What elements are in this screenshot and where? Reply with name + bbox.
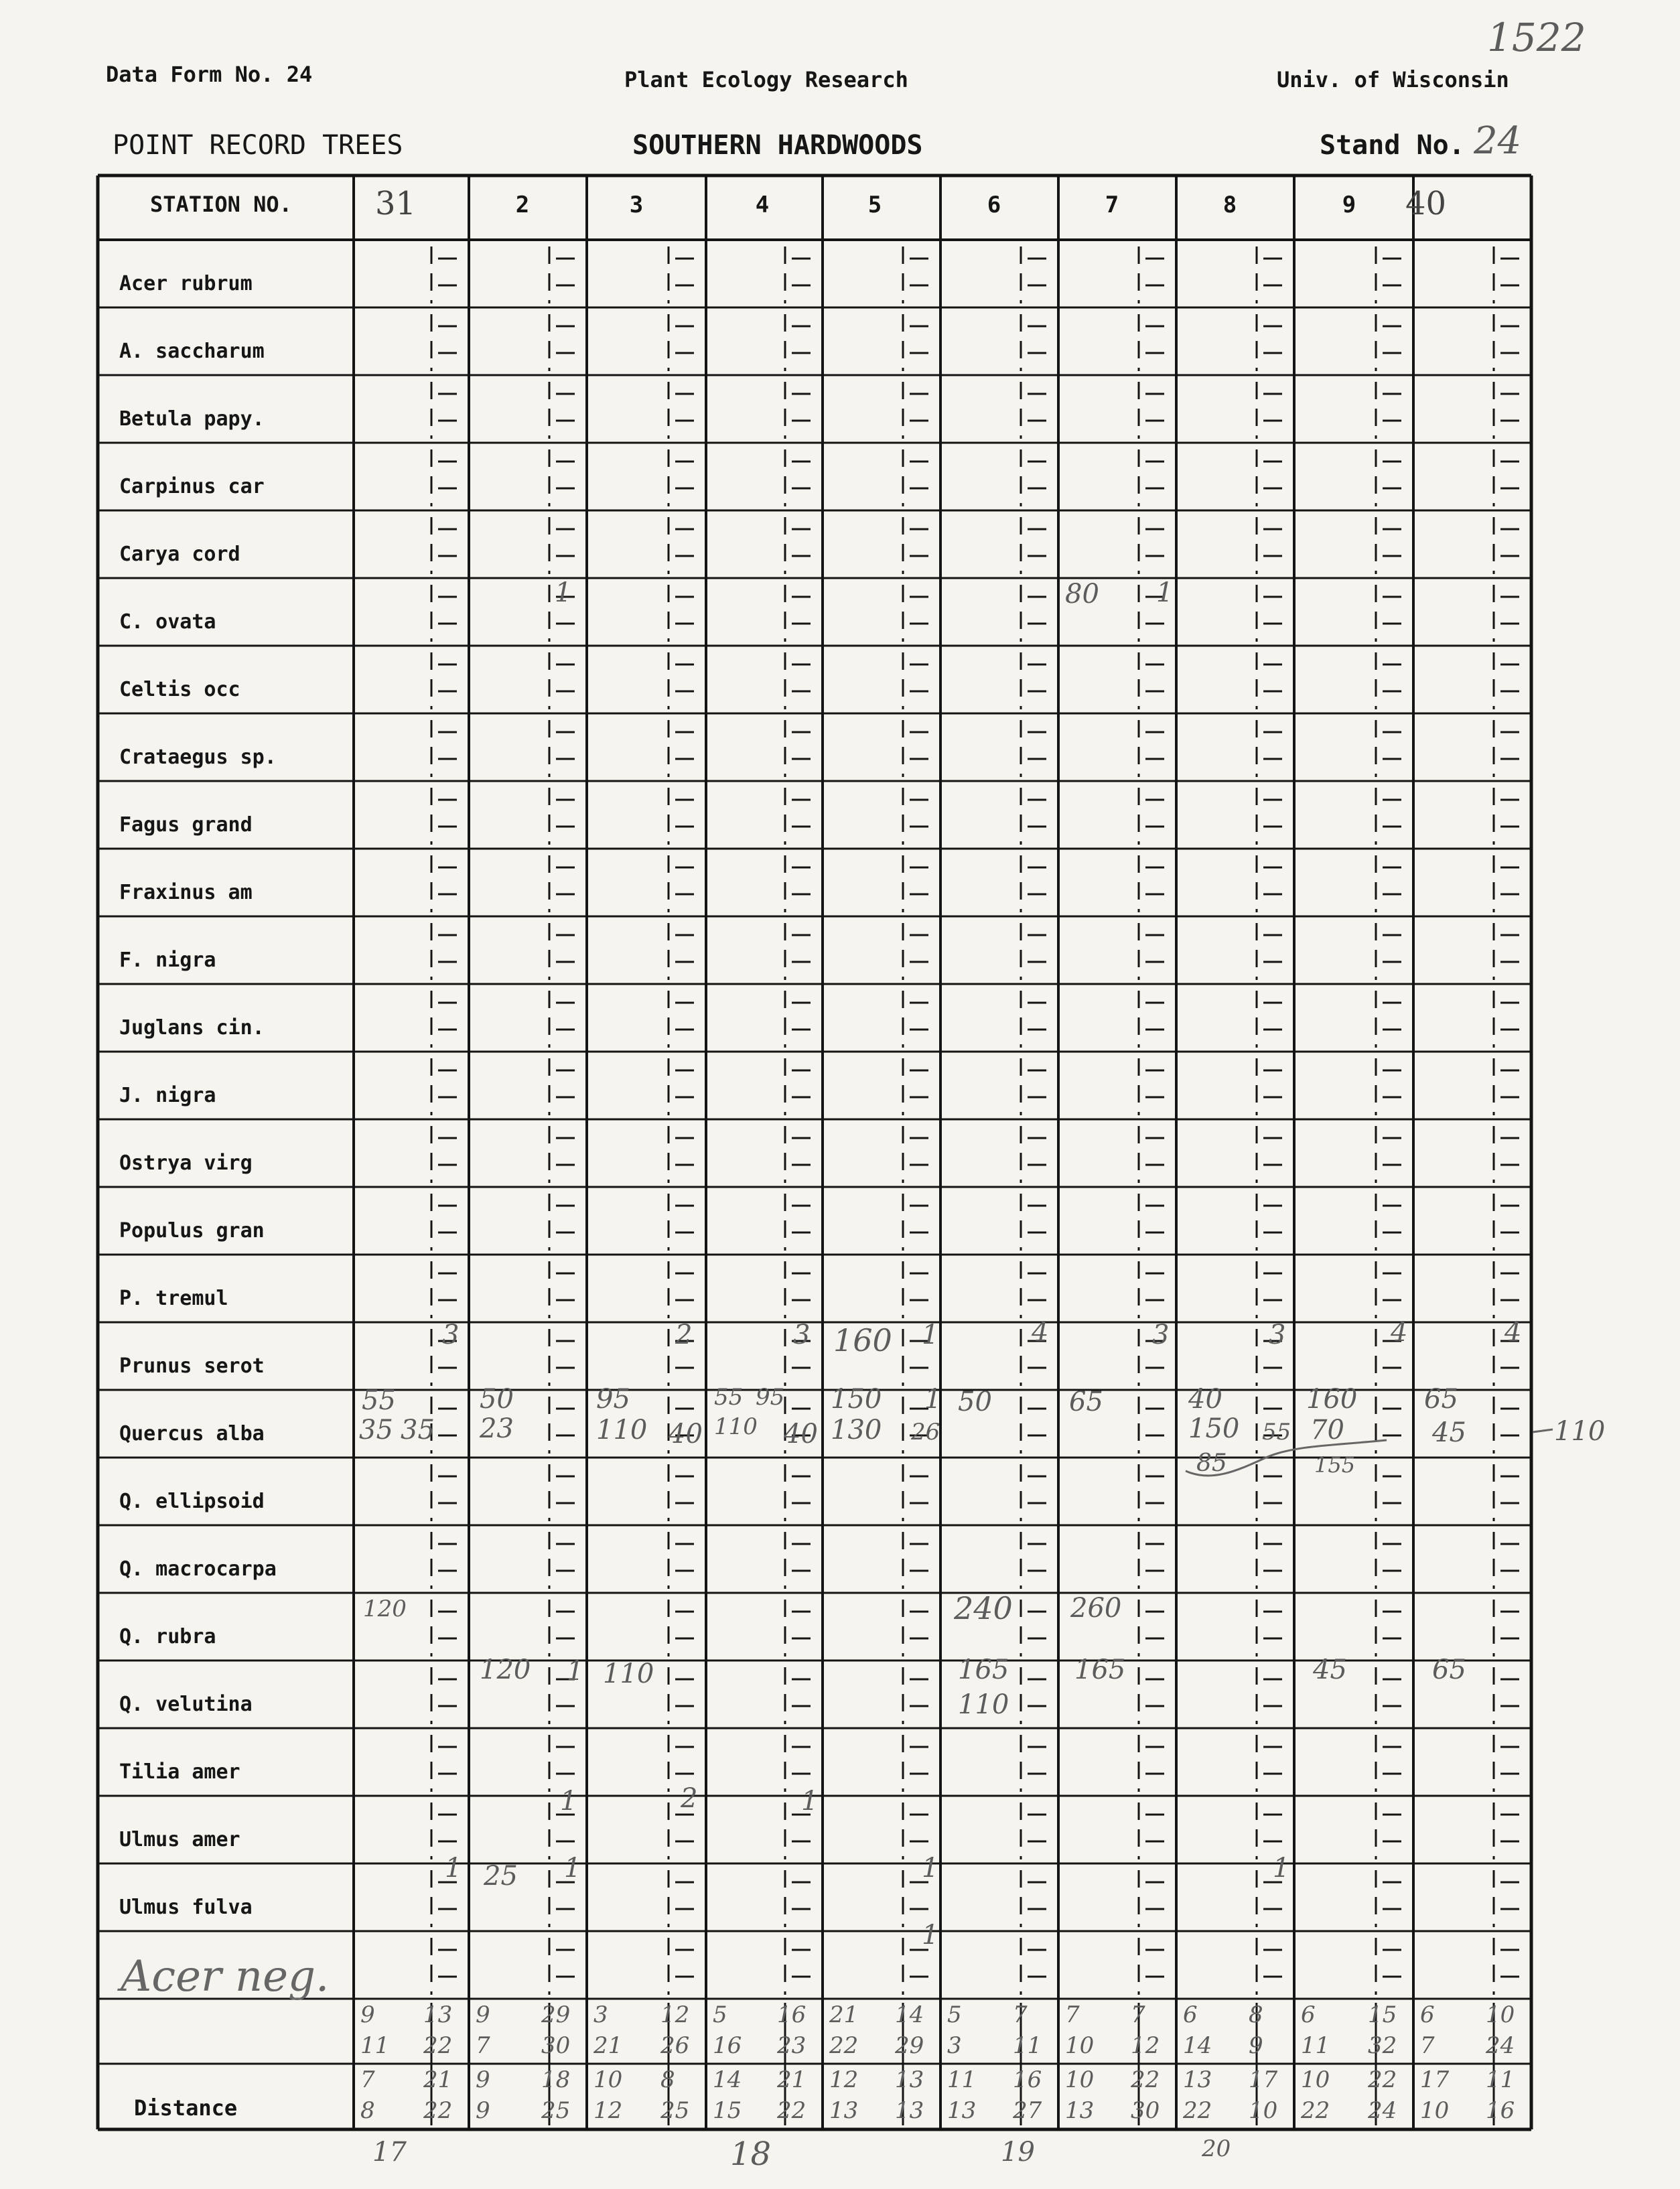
entry-alba-st2-a: 50 (480, 1384, 514, 1415)
station-3-number: 3 (629, 192, 644, 218)
entry-alba-st4-a: 55 (714, 1384, 744, 1411)
totals_row1-value: 11 (360, 2032, 390, 2059)
totals_row1-value: 21 (593, 2032, 623, 2059)
entry-alba-st4-c: 110 (714, 1413, 758, 1440)
species-label: Juglans cin. (119, 1016, 265, 1040)
totals_row2-value: 15 (713, 2097, 742, 2124)
totals_row1-value: 30 (541, 2032, 571, 2059)
species-label: C. ovata (119, 610, 216, 634)
totals_row1-value: 11 (1013, 2032, 1042, 2059)
entry-c-ovata-st7-count: 1 (1156, 577, 1174, 608)
entry-alba-st5-a: 150 (831, 1384, 882, 1415)
totals_row1-value: 5 (713, 2001, 727, 2028)
station-header-label: STATION NO. (150, 192, 292, 217)
totals_row2-value: 13 (1065, 2097, 1095, 2124)
totals_row1-value: 9 (1249, 2032, 1263, 2059)
species-label: Q. velutina (119, 1693, 253, 1716)
totals_row1-value: 3 (947, 2032, 962, 2059)
entry-velutina-st7: 165 (1074, 1654, 1126, 1685)
sheet-number: 1522 (1487, 15, 1586, 60)
totals_row1-value: 15 (1368, 2001, 1397, 2028)
species-label: A. saccharum (119, 340, 265, 363)
species-label: Celtis occ (119, 678, 240, 701)
footer-number-19: 19 (1001, 2137, 1035, 2168)
totals_row1-value: 12 (660, 2001, 690, 2028)
entry-alba-st3-a: 95 (596, 1384, 630, 1415)
entry-ulmus-amer-st4: 1 (801, 1786, 819, 1817)
totals_row2-value: 24 (1368, 2097, 1397, 2124)
totals_row2-value: 9 (476, 2066, 490, 2093)
entry-prunus-st4: 3 (793, 1320, 811, 1350)
totals_row2-value: 10 (593, 2066, 623, 2093)
totals_row2-value: 11 (947, 2066, 977, 2093)
totals_row1-value: 9 (476, 2001, 490, 2028)
totals_row1-value: 29 (895, 2032, 924, 2059)
entry-prunus-st7: 3 (1152, 1320, 1170, 1350)
species-label: Betula papy. (119, 407, 265, 431)
forest-type-title: SOUTHERN HARDWOODS (632, 130, 923, 161)
entry-alba-st9-a: 160 (1306, 1384, 1358, 1415)
stand-label: Stand No. (1320, 130, 1465, 161)
entry-alba-st4-b: 95 (756, 1384, 785, 1411)
station-10-number: 40 (1405, 185, 1447, 222)
entry-alba-st7: 65 (1069, 1387, 1103, 1417)
record-type-title: POINT RECORD TREES (113, 130, 403, 161)
entry-alba-st1-a: 55 (362, 1385, 396, 1416)
totals_row1-value: 22 (829, 2032, 859, 2059)
species-label: Quercus alba (119, 1422, 265, 1445)
totals_row1-value: 10 (1065, 2032, 1095, 2059)
totals_row1-value: 16 (713, 2032, 742, 2059)
entry-alba-st9-c: 155 (1314, 1452, 1356, 1478)
species-label: Prunus serot (119, 1354, 265, 1378)
entry-velutina-st2-count: 1 (567, 1656, 584, 1687)
totals_row1-value: 24 (1486, 2032, 1515, 2059)
totals_row2-value: 9 (476, 2097, 490, 2124)
totals_row2-value: 13 (1183, 2066, 1212, 2093)
totals_row1-value: 23 (777, 2032, 807, 2059)
entry-ulmus-fulva-st1: 1 (445, 1853, 462, 1884)
entry-alba-st8-d: 85 (1196, 1450, 1227, 1477)
totals_row2-value: 12 (593, 2097, 623, 2124)
totals_row1-value: 21 (829, 2001, 859, 2028)
entry-prunus-st5-count: 1 (922, 1320, 939, 1350)
species-label: Populus gran (119, 1219, 265, 1243)
entry-rubra-st6: 240 (954, 1590, 1013, 1626)
entry-alba-st5-c: 1 (924, 1384, 942, 1415)
totals_row1-value: 7 (1065, 2001, 1080, 2028)
totals_row1-value: 9 (360, 2001, 375, 2028)
station-5-number: 5 (867, 192, 882, 218)
extra-species-handwritten: Acer neg. (121, 1952, 330, 2001)
totals_row1-value: 10 (1486, 2001, 1515, 2028)
entry-alba-st1-b: 35 (359, 1415, 393, 1445)
species-label: Carpinus car (119, 475, 265, 498)
totals_row2-value: 8 (360, 2097, 375, 2124)
totals_row1-value: 7 (476, 2032, 490, 2059)
entry-velutina-st2-dist: 120 (480, 1654, 531, 1685)
totals_row2-value: 12 (829, 2066, 859, 2093)
entry-alba-st4-d: 40 (784, 1419, 818, 1450)
totals_row2-value: 22 (1183, 2097, 1212, 2124)
totals_row2-value: 22 (777, 2097, 807, 2124)
totals_row2-value: 27 (1013, 2097, 1042, 2124)
entry-alba-st5-d: 26 (911, 1419, 940, 1445)
research-title: Plant Ecology Research (624, 67, 908, 92)
footer-number-17: 17 (372, 2137, 407, 2168)
station-7-number: 7 (1105, 192, 1119, 218)
totals_row2-value: 7 (360, 2066, 375, 2093)
totals_row2-value: 10 (1301, 2066, 1330, 2093)
totals_row2-value: 8 (660, 2066, 675, 2093)
totals_row1-value: 6 (1301, 2001, 1316, 2028)
station-9-number: 9 (1342, 192, 1356, 218)
footer-number-18: 18 (730, 2135, 772, 2173)
totals_row2-value: 22 (1131, 2066, 1160, 2093)
totals_row2-value: 10 (1065, 2066, 1095, 2093)
totals_row2-value: 14 (713, 2066, 742, 2093)
totals_row1-value: 7 (1013, 2001, 1028, 2028)
station-4-number: 4 (755, 192, 770, 218)
entry-ulmus-amer-st3: 2 (681, 1783, 698, 1814)
entry-alba-st2-b: 23 (480, 1413, 514, 1444)
entry-c-ovata-st7-dist: 80 (1065, 579, 1099, 610)
totals_row2-value: 16 (1486, 2097, 1515, 2124)
species-label: F. nigra (119, 948, 216, 972)
totals_row2-value: 25 (541, 2097, 571, 2124)
entry-prunus-st3: 2 (675, 1320, 693, 1350)
totals_row1-value: 14 (895, 2001, 924, 2028)
totals_row2-value: 21 (423, 2066, 453, 2093)
totals_row1-value: 14 (1183, 2032, 1212, 2059)
entry-ulmus-fulva-st5: 1 (922, 1853, 939, 1884)
entry-prunus-st5-dist: 160 (833, 1322, 892, 1358)
totals_row1-value: 8 (1249, 2001, 1263, 2028)
totals_row2-value: 10 (1420, 2097, 1450, 2124)
footer-number-20: 20 (1202, 2135, 1231, 2162)
entry-ulmus-amer-st2: 1 (560, 1786, 577, 1817)
totals_row2-value: 17 (1249, 2066, 1278, 2093)
entry-rubra-st1: 120 (363, 1596, 407, 1622)
totals_row2-value: 10 (1249, 2097, 1278, 2124)
entry-alba-st3-b: 110 (596, 1415, 648, 1445)
entry-prunus-st10: 4 (1504, 1317, 1522, 1348)
totals_row1-value: 16 (777, 2001, 807, 2028)
totals_row1-value: 13 (423, 2001, 453, 2028)
entry-c-ovata-st2: 1 (555, 577, 572, 608)
entry-ulmus-fulva-st8: 1 (1273, 1853, 1290, 1884)
entry-rubra-st7: 260 (1070, 1593, 1122, 1624)
entry-prunus-st1: 3 (442, 1320, 460, 1350)
station-2-number: 2 (515, 192, 530, 218)
entry-alba-st10-c: 110 (1554, 1416, 1606, 1447)
species-label: J. nigra (119, 1084, 216, 1107)
totals_row1-value: 6 (1183, 2001, 1198, 2028)
form-number: Data Form No. 24 (106, 62, 313, 87)
species-label: Fagus grand (119, 813, 253, 837)
totals_row2-value: 13 (895, 2097, 924, 2124)
station-6-number: 6 (987, 192, 1001, 218)
entry-alba-st9-b: 70 (1310, 1415, 1344, 1445)
totals_row1-value: 11 (1301, 2032, 1330, 2059)
totals_row1-value: 26 (660, 2032, 690, 2059)
totals_row1-value: 3 (593, 2001, 608, 2028)
entry-velutina-st10: 65 (1432, 1654, 1466, 1685)
entry-velutina-st9: 45 (1313, 1654, 1347, 1685)
entry-prunus-st9: 4 (1391, 1317, 1408, 1348)
entry-alba-st8-a: 40 (1188, 1384, 1222, 1415)
totals_row2-value: 22 (423, 2097, 453, 2124)
totals_row1-value: 32 (1368, 2032, 1397, 2059)
totals_row1-value: 7 (1420, 2032, 1435, 2059)
entry-velutina-st6-b: 110 (958, 1689, 1009, 1720)
totals_row1-value: 22 (423, 2032, 453, 2059)
totals_row2-value: 30 (1131, 2097, 1160, 2124)
totals_row2-value: 18 (541, 2066, 571, 2093)
species-label: Fraxinus am (119, 881, 253, 904)
totals_row2-value: 13 (895, 2066, 924, 2093)
totals_row1-value: 5 (947, 2001, 962, 2028)
station-8-number: 8 (1222, 192, 1237, 218)
totals_row2-value: 13 (829, 2097, 859, 2124)
station-1-number: 31 (375, 185, 417, 222)
stand-number: 24 (1474, 119, 1522, 163)
entry-alba-st3-c: 40 (669, 1419, 703, 1450)
species-label: Tilia amer (119, 1760, 240, 1784)
entry-velutina-st3: 110 (603, 1658, 654, 1689)
totals_row1-value: 12 (1131, 2032, 1160, 2059)
species-label: Acer rubrum (119, 272, 253, 295)
totals_row2-value: 13 (947, 2097, 977, 2124)
totals_row2-value: 22 (1301, 2097, 1330, 2124)
species-label: Q. rubra (119, 1625, 216, 1648)
entry-alba-st10-b: 45 (1432, 1417, 1466, 1448)
entry-alba-st10-a: 65 (1424, 1384, 1458, 1415)
entry-alba-st8-c: 55 (1262, 1419, 1291, 1445)
totals_row2-value: 22 (1368, 2066, 1397, 2093)
species-label: Q. ellipsoid (119, 1490, 265, 1513)
university: Univ. of Wisconsin (1277, 67, 1509, 92)
entry-alba-st1-c: 35 (401, 1415, 435, 1445)
totals_row2-value: 11 (1486, 2066, 1515, 2093)
entry-alba-st8-b: 150 (1188, 1413, 1240, 1444)
totals_row1-value: 29 (541, 2001, 571, 2028)
species-label: Ulmus amer (119, 1828, 240, 1851)
totals_row1-value: 7 (1131, 2001, 1145, 2028)
entry-alba-st6: 50 (958, 1387, 992, 1417)
totals_row2-value: 21 (777, 2066, 807, 2093)
entry-prunus-st8: 3 (1269, 1320, 1286, 1350)
entry-ulmus-fulva-st2-count: 1 (564, 1853, 581, 1884)
species-label: P. tremul (119, 1287, 228, 1310)
species-label: Q. macrocarpa (119, 1557, 277, 1581)
distance-label: Distance (134, 2095, 238, 2121)
entry-alba-st5-b: 130 (831, 1415, 882, 1445)
species-label: Ostrya virg (119, 1151, 253, 1175)
entry-ulmus-fulva-st2-dist: 25 (484, 1861, 518, 1892)
totals_row2-value: 17 (1420, 2066, 1450, 2093)
totals_row2-value: 25 (660, 2097, 690, 2124)
species-label: Ulmus fulva (119, 1896, 253, 1919)
entry-acer-neg-st5: 1 (922, 1920, 939, 1951)
entry-velutina-st6-a: 165 (958, 1654, 1009, 1685)
species-label: Crataegus sp. (119, 746, 277, 769)
totals_row2-value: 16 (1013, 2066, 1042, 2093)
species-label: Carya cord (119, 543, 240, 566)
entry-prunus-st6: 4 (1032, 1317, 1049, 1348)
totals_row1-value: 6 (1420, 2001, 1435, 2028)
